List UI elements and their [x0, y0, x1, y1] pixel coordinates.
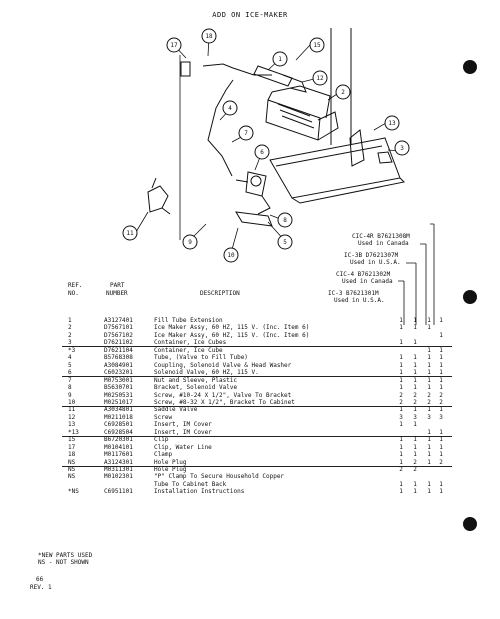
header-number: NUMBER [106, 290, 128, 297]
quantity-cell: 1 [439, 361, 443, 369]
ref-number: *3 [68, 346, 76, 354]
part-number: A3127401 [104, 317, 133, 324]
quantity-cell: 1 [413, 421, 417, 429]
quantity-cell: 1 [413, 480, 417, 488]
table-row [62, 392, 452, 399]
quantity-cell: 1 [427, 480, 431, 488]
model-label-1: CIC-4R B7621308M [352, 233, 410, 240]
table-row [62, 421, 452, 428]
part-number: B5768308 [104, 354, 133, 362]
quantity-cell: 1 [413, 384, 417, 392]
ref-number: 2 [68, 324, 72, 332]
quantity-cell: 1 [427, 346, 431, 354]
note-not-shown: NS - NOT SHOWN [38, 559, 89, 566]
quantity-cell: 1 [439, 331, 443, 339]
callout-4: 4 [228, 105, 232, 112]
quantity-cell: 1 [413, 361, 417, 369]
note-new-parts: *NEW PARTS USED [38, 552, 93, 559]
table-row [62, 451, 452, 458]
part-description: Screw, #10-24 X 1/2", Valve To Bracket [154, 391, 292, 399]
quantity-cell: 1 [427, 384, 431, 392]
page-title: ADD ON ICE-MAKER [212, 11, 288, 19]
ref-number: 17 [68, 443, 76, 451]
ref-number: 12 [68, 413, 76, 421]
part-description: Clip, Water Line [154, 443, 212, 451]
part-number: C6928504 [104, 428, 133, 436]
part-number: M0251017 [104, 398, 133, 406]
table-row [62, 347, 452, 354]
ref-number: 6 [68, 369, 72, 377]
quantity-cell: 1 [399, 354, 403, 362]
part-description: Insert, IM Cover [154, 428, 212, 436]
table-row [62, 466, 452, 473]
quantity-cell: 1 [413, 339, 417, 347]
quantity-cell: 1 [413, 324, 417, 332]
part-description: Coupling, Solenoid Valve & Head Washer [154, 361, 292, 369]
model-label-3: CIC-4 B7621302M [336, 271, 391, 278]
part-number: M0753001 [104, 376, 133, 384]
table-row [62, 414, 452, 421]
model-usage-2: Used in U.S.A. [350, 259, 401, 266]
table-row [62, 488, 452, 495]
quantity-cell: 2 [399, 398, 403, 406]
header-description: DESCRIPTION [200, 290, 240, 297]
quantity-cell: 1 [413, 406, 417, 414]
quantity-cell: 1 [399, 384, 403, 392]
quantity-cell: 2 [413, 458, 417, 466]
header-ref: REF. [68, 282, 83, 289]
quantity-cell: 1 [399, 324, 403, 332]
part-number: M0211018 [104, 413, 133, 421]
callout-7: 7 [244, 130, 248, 137]
quantity-cell: 1 [427, 376, 431, 384]
ref-number: 3 [68, 339, 72, 347]
ref-number: 8 [68, 384, 72, 392]
ref-number: *13 [68, 428, 79, 436]
part-description: Nut and Sleeve, Plastic [154, 376, 238, 384]
part-description: Hole Plug [154, 458, 187, 466]
callout-15: 15 [313, 42, 321, 49]
callout-17: 17 [170, 42, 178, 49]
quantity-cell: 1 [399, 339, 403, 347]
quantity-cell: 2 [413, 466, 417, 473]
quantity-cell: 1 [427, 428, 431, 436]
quantity-cell: 1 [427, 317, 431, 324]
quantity-cell: 2 [427, 398, 431, 406]
quantity-cell: 2 [439, 391, 443, 399]
quantity-cell: 1 [399, 406, 403, 414]
part-description: Fill Tube Extension [154, 317, 223, 324]
quantity-cell: 1 [413, 451, 417, 459]
header-no: NO. [68, 290, 79, 297]
header-part: PART [110, 282, 125, 289]
quantity-cell: 1 [399, 317, 403, 324]
part-number: B6720301 [104, 436, 133, 444]
callout-18: 18 [205, 33, 213, 40]
part-description: Clip [154, 436, 169, 444]
table-row [62, 324, 452, 331]
callout-12: 12 [316, 75, 324, 82]
ref-number: 10 [68, 398, 76, 406]
ref-number: 15 [68, 436, 76, 444]
quantity-cell: 1 [399, 480, 403, 488]
ref-number: 2 [68, 331, 72, 339]
table-row [62, 384, 452, 391]
quantity-cell: 1 [399, 451, 403, 459]
quantity-cell: 3 [439, 413, 443, 421]
part-number: A3034801 [104, 406, 133, 414]
quantity-cell: 1 [439, 436, 443, 444]
part-description: Screw [154, 413, 173, 421]
part-number: M0102301 [104, 473, 133, 481]
part-description: Ice Maker Assy, 60 HZ, 115 V. (Inc. Item 6) [154, 324, 310, 332]
quantity-cell: 2 [399, 466, 403, 473]
part-number: D7621102 [104, 339, 133, 347]
ref-number: 11 [68, 406, 76, 414]
quantity-cell: 1 [427, 488, 431, 496]
quantity-cell: 1 [399, 421, 403, 429]
quantity-cell: 1 [439, 346, 443, 354]
part-description: Clamp [154, 451, 173, 459]
callout-10: 10 [227, 252, 235, 259]
quantity-cell: 1 [439, 354, 443, 362]
quantity-cell: 1 [399, 376, 403, 384]
model-label-2: IC-3B D7621307M [344, 252, 399, 259]
table-row [62, 317, 452, 324]
part-description: Container, Ice Cubes [154, 339, 227, 347]
part-number: C6951101 [104, 488, 133, 496]
model-label-4: IC-3 B7621301M [328, 290, 379, 297]
part-number: C6928501 [104, 421, 133, 429]
table-row [62, 481, 452, 488]
part-description: Solenoid Valve, 60 HZ, 115 V. [154, 369, 259, 377]
quantity-cell: 1 [399, 458, 403, 466]
table-row [62, 406, 452, 413]
table-row [62, 362, 452, 369]
ref-number: 7 [68, 376, 72, 384]
part-number: D7567102 [104, 331, 133, 339]
part-description: Saddle Valve [154, 406, 198, 414]
part-description: Tube, (Valve to Fill Tube) [154, 354, 248, 362]
part-description: Insert, IM Cover [154, 421, 212, 429]
ref-number: NS [68, 466, 76, 473]
quantity-cell: 2 [427, 391, 431, 399]
quantity-cell: 1 [413, 369, 417, 377]
callout-2: 2 [341, 89, 345, 96]
page-number: 66 [36, 576, 44, 583]
quantity-cell: 1 [399, 488, 403, 496]
callout-3: 3 [400, 145, 404, 152]
callout-6: 6 [260, 149, 264, 156]
quantity-cell: 1 [399, 443, 403, 451]
saddle-valve-shape [148, 178, 170, 214]
part-number: M0117601 [104, 451, 133, 459]
model-usage-4: Used in U.S.A. [334, 297, 385, 304]
part-number: M0250531 [104, 391, 133, 399]
part-description: "P" Clamp To Secure Household Copper [154, 473, 285, 481]
quantity-cell: 1 [427, 436, 431, 444]
ref-number: NS [68, 458, 76, 466]
part-number: D7567101 [104, 324, 133, 332]
quantity-cell: 1 [427, 324, 431, 332]
quantity-cell: 1 [413, 376, 417, 384]
ref-number: 9 [68, 391, 72, 399]
quantity-cell: 1 [427, 406, 431, 414]
quantity-cell: 1 [439, 317, 443, 324]
callout-9: 9 [188, 239, 192, 246]
part-number: M0311301 [104, 466, 133, 473]
table-row [62, 473, 452, 480]
part-description: Installation Instructions [154, 488, 245, 496]
part-number: D7621104 [104, 346, 133, 354]
quantity-cell: 2 [413, 391, 417, 399]
water-line-clip-shape [181, 62, 190, 76]
ref-number: *NS [68, 488, 79, 496]
callout-5: 5 [283, 239, 287, 246]
table-row [62, 332, 452, 339]
ref-number: 18 [68, 451, 76, 459]
quantity-cell: 1 [399, 436, 403, 444]
quantity-cell: 1 [413, 354, 417, 362]
quantity-cell: 1 [439, 376, 443, 384]
quantity-cell: 1 [427, 361, 431, 369]
part-description: Bracket, Solenoid Valve [154, 384, 238, 392]
model-usage-1: Used in Canada [358, 240, 409, 247]
part-number: A3084901 [104, 361, 133, 369]
table-row [62, 436, 452, 443]
part-description: Tube To Cabinet Back [154, 480, 227, 488]
part-description: Hole Plug [154, 466, 187, 473]
part-description: Container, Ice Cube [154, 346, 223, 354]
quantity-cell: 1 [413, 488, 417, 496]
quantity-cell: 1 [439, 451, 443, 459]
callout-13: 13 [388, 120, 396, 127]
quantity-cell: 3 [427, 413, 431, 421]
quantity-cell: 1 [439, 406, 443, 414]
quantity-cell: 2 [439, 398, 443, 406]
quantity-cell: 1 [399, 361, 403, 369]
quantity-cell: 3 [413, 413, 417, 421]
quantity-cell: 1 [439, 488, 443, 496]
ref-number: 13 [68, 421, 76, 429]
table-row [62, 354, 452, 361]
part-description: Ice Maker Assy, 60 HZ, 115 V. (Inc. Item 6) [154, 331, 310, 339]
quantity-cell: 1 [427, 354, 431, 362]
quantity-cell: 1 [427, 458, 431, 466]
quantity-cell: 1 [399, 369, 403, 377]
table-row [62, 444, 452, 451]
quantity-cell: 3 [399, 413, 403, 421]
model-usage-3: Used in Canada [342, 278, 393, 285]
quantity-cell: 1 [439, 384, 443, 392]
quantity-cell: 1 [439, 480, 443, 488]
callout-8: 8 [283, 217, 287, 224]
quantity-cell: 1 [427, 369, 431, 377]
callout-1: 1 [278, 56, 282, 63]
quantity-cell: 1 [427, 451, 431, 459]
quantity-cell: 2 [399, 391, 403, 399]
quantity-cell: 1 [413, 317, 417, 324]
part-number: M0104101 [104, 443, 133, 451]
part-number: C6023201 [104, 369, 133, 377]
quantity-cell: 1 [439, 428, 443, 436]
ref-number: 5 [68, 361, 72, 369]
revision-label: REV. 1 [30, 584, 52, 591]
part-number: B5630701 [104, 384, 133, 392]
callout-11: 11 [126, 230, 134, 237]
ref-number: 4 [68, 354, 72, 362]
part-number: A3124301 [104, 458, 133, 466]
quantity-cell: 1 [413, 436, 417, 444]
quantity-cell: 2 [439, 458, 443, 466]
ice-container-shape [270, 138, 400, 198]
quantity-cell: 1 [427, 443, 431, 451]
quantity-cell: 1 [439, 443, 443, 451]
ref-number: NS [68, 473, 76, 481]
table-row [62, 377, 452, 384]
quantity-cell: 2 [413, 398, 417, 406]
ref-number: 1 [68, 317, 72, 324]
quantity-cell: 1 [439, 369, 443, 377]
part-description: Screw, #8-32 X 1/2", Bracket To Cabinet [154, 398, 295, 406]
quantity-cell: 1 [413, 443, 417, 451]
